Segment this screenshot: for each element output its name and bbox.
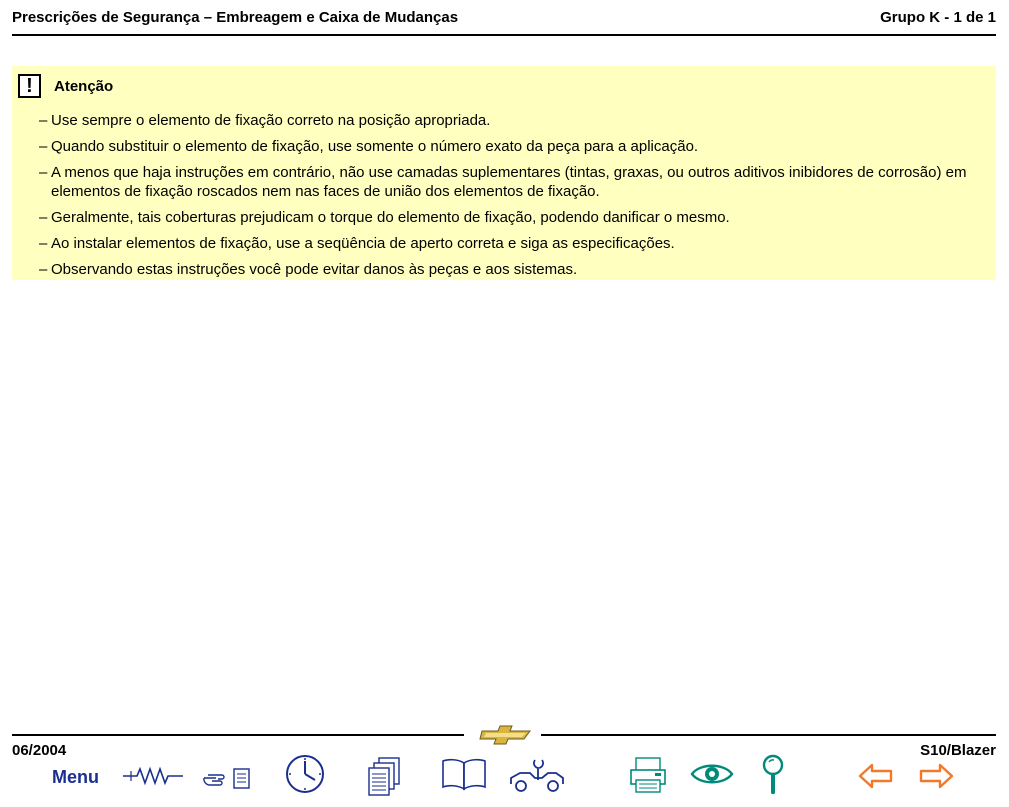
bullet-dash: – xyxy=(39,209,48,226)
clock-icon[interactable] xyxy=(284,753,326,795)
header-divider xyxy=(12,34,996,36)
resistor-icon[interactable] xyxy=(121,765,185,787)
bullet-dash: – xyxy=(39,112,48,129)
list-item xyxy=(39,163,979,201)
bullet-dash: – xyxy=(39,261,48,278)
magnifier-icon[interactable] xyxy=(760,754,786,798)
list-item-text: Observando estas instruções você pode evitar danos às peças e aos sistemas. xyxy=(51,261,578,278)
list-item xyxy=(39,234,979,253)
list-item-text: Ao instalar elementos de fixação, use a seqüência de aperto correta e siga as especificações. xyxy=(51,235,675,252)
arrow-left-icon[interactable] xyxy=(858,763,894,789)
footer-date: 06/2004 xyxy=(12,742,67,759)
footer-divider-left xyxy=(12,734,464,736)
bullet-dash: – xyxy=(39,164,48,181)
car-wrench-icon[interactable] xyxy=(508,756,566,796)
printer-icon[interactable] xyxy=(628,756,668,794)
menu-link[interactable]: Menu xyxy=(52,767,99,787)
documents-icon[interactable] xyxy=(365,756,403,798)
pointing-hand-list-icon[interactable] xyxy=(202,766,252,790)
bullet-dash: – xyxy=(39,138,48,155)
list-item-text: Geralmente, tais coberturas prejudicam o torque do elemento de fixação, podendo danificar o mesmo. xyxy=(51,209,730,226)
footer-divider-right xyxy=(541,734,996,736)
list-item-text: A menos que haja instruções em contrário, não use camadas suplementares (tintas, graxas, ou outros aditivos inibidores de corrosão) em elementos de fixação roscados nem nas faces de união dos elementos de fixação. xyxy=(51,164,967,200)
arrow-right-icon[interactable] xyxy=(918,763,954,789)
book-icon[interactable] xyxy=(440,757,488,791)
bullet-dash: – xyxy=(39,235,48,252)
attention-notice xyxy=(12,66,996,280)
notice-list xyxy=(39,111,979,286)
list-item-text: Quando substituir o elemento de fixação, use somente o número exato da peça para a aplicação. xyxy=(51,138,699,155)
list-item-text: Use sempre o elemento de fixação correto na posição apropriada. xyxy=(51,112,491,129)
list-item xyxy=(39,208,979,227)
exclamation-icon: ! xyxy=(18,74,41,98)
page-title: Prescrições de Segurança – Embreagem e Caixa de Mudanças xyxy=(12,9,459,26)
list-item xyxy=(39,260,979,279)
list-item xyxy=(39,137,979,156)
footer-model: S10/Blazer xyxy=(920,742,996,759)
notice-title: Atenção xyxy=(54,78,114,95)
eye-icon[interactable] xyxy=(690,760,734,788)
list-item xyxy=(39,111,979,130)
page-number: Grupo K - 1 de 1 xyxy=(880,9,996,26)
chevrolet-bowtie-logo xyxy=(478,724,534,746)
